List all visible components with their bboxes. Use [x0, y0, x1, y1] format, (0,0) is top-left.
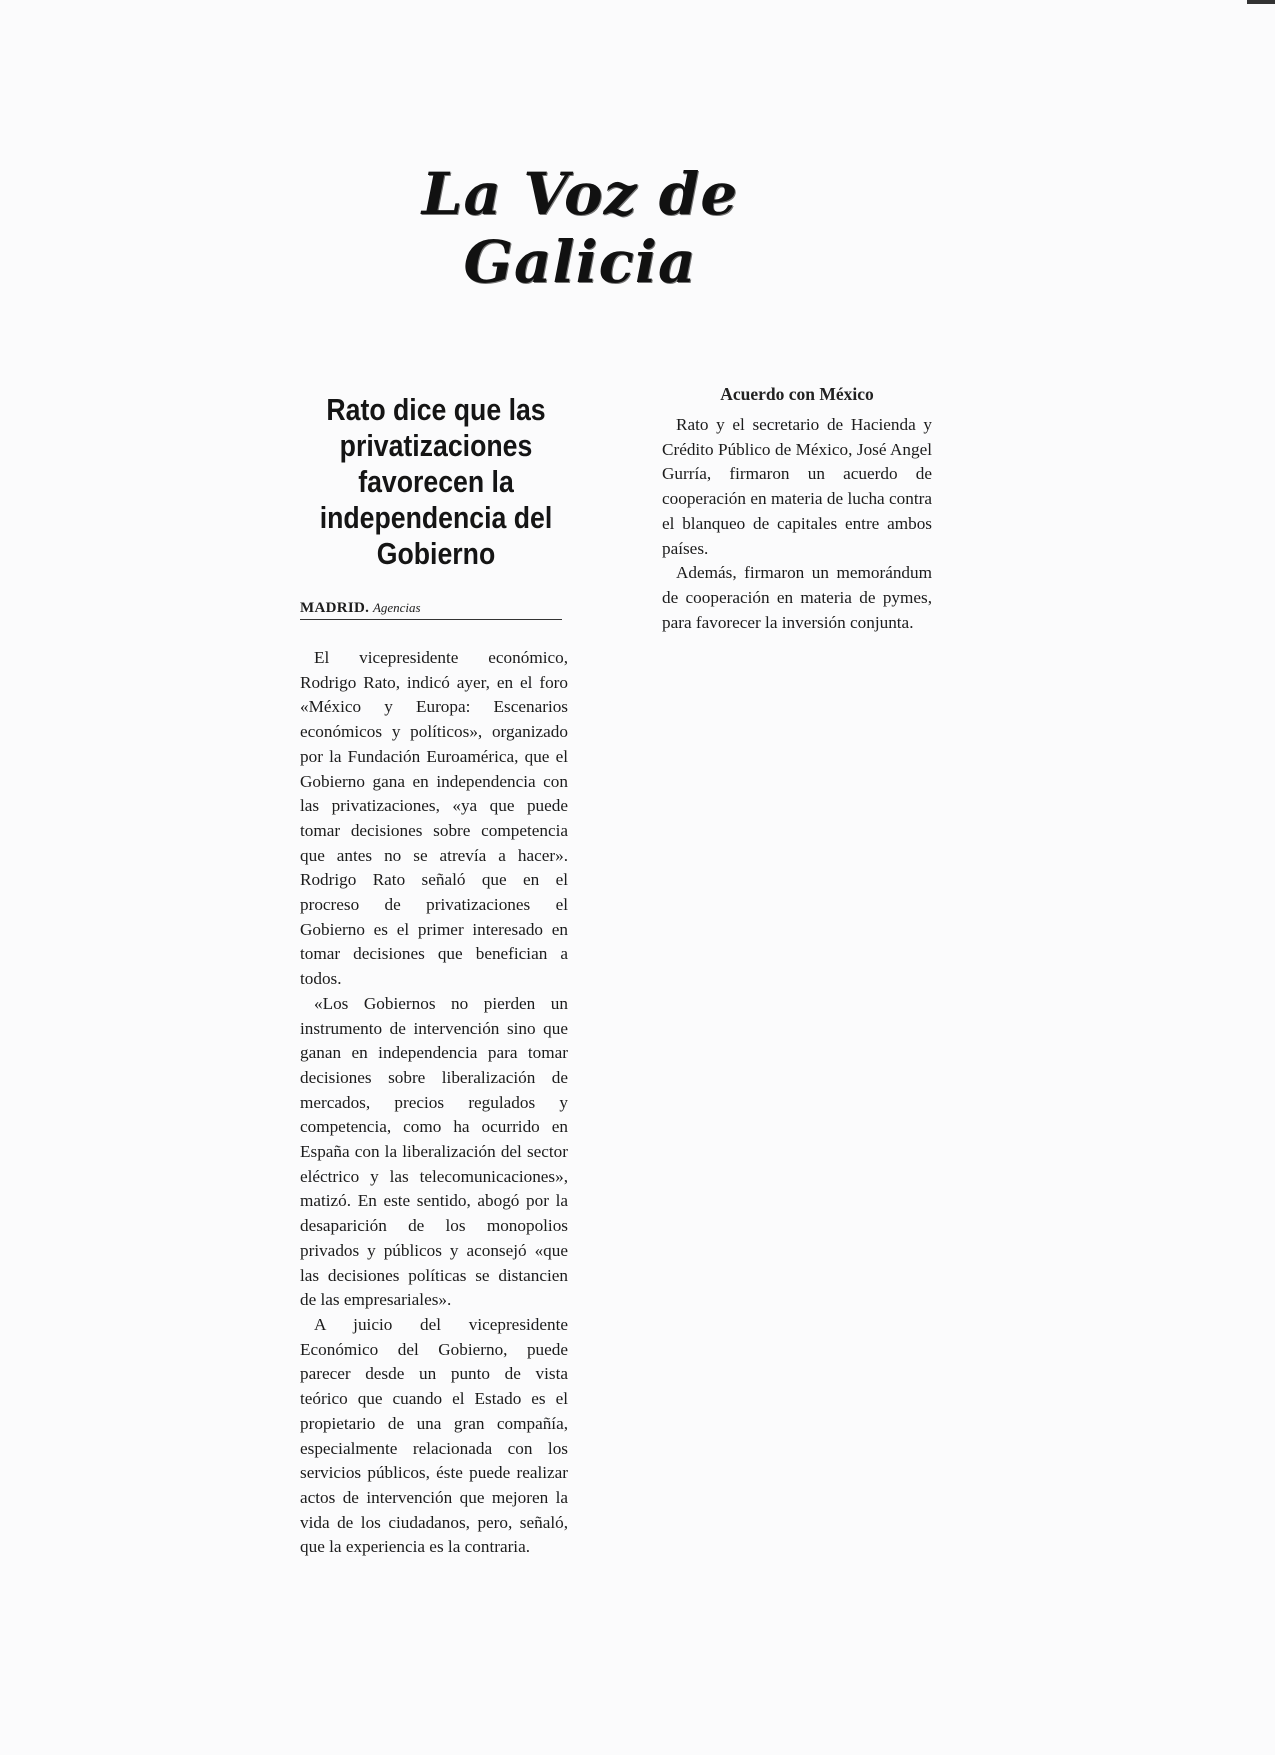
- article-headline: Rato dice que las privatizaciones favorecen la independencia del Gobierno: [319, 392, 553, 571]
- masthead-logo: La Voz de Galicia: [421, 160, 739, 296]
- article-paragraph: «Los Gobiernos no pierden un instrumento de intervención sino que ganan en independencia para tomar decisiones sobre liberalización de mercados, precios regulados y competencia, como ha ocurrido en España con la liberalización del sector eléctrico y las telecomunicaciones», matizó. En este sentido, abogó por la desaparición de los monopolios privados y públicos y aconsejó «que las decisiones políticas se distancien de las empresariales».: [300, 993, 568, 1310]
- scan-corner-mark: [1247, 0, 1275, 4]
- article-paragraph: A juicio del vicepresidente Económico del Gobierno, puede parecer desde un punto de vista teórico que cuando el Estado es el propietario de una gran compañía, especialmente relacionada con los servicios públicos, éste puede realizar actos de intervención que mejoren la vida de los ciudadanos, pero, señaló, que la experiencia es la contraria.: [300, 1314, 568, 1557]
- sidebar-paragraph: Rato y el secretario de Hacienda y Crédito Público de México, José Angel Gurría, firmaron un acuerdo de cooperación en materia de lucha contra el blanqueo de capitales entre ambos países.: [662, 415, 932, 558]
- article-paragraph: El vicepresidente económico, Rodrigo Rato, indicó ayer, en el foro «México y Europa: Escenarios económicos y políticos», organizado por la Fundación Euroamérica, que el Gobierno gana en independencia con las privatizaciones, «ya que puede tomar decisiones sobre competencia que antes no se atrevía a hacer». Rodrigo Rato señaló que en el procreso de privatizaciones el Gobierno es el primer interesado en tomar decisiones que benefician a todos.: [300, 648, 568, 989]
- sidebar-subhead: Acuerdo con México: [720, 384, 874, 404]
- article-main-column: [300, 392, 572, 1560]
- article-body: [300, 646, 568, 1560]
- sidebar-column: [662, 384, 932, 635]
- dateline: [300, 600, 562, 620]
- sidebar-paragraph: Además, firmaron un memorándum de cooperación en materia de pymes, para favorecer la inversión conjunta.: [662, 563, 932, 632]
- dateline-source: Agencias: [372, 600, 421, 615]
- dateline-city: MADRID.: [300, 600, 370, 616]
